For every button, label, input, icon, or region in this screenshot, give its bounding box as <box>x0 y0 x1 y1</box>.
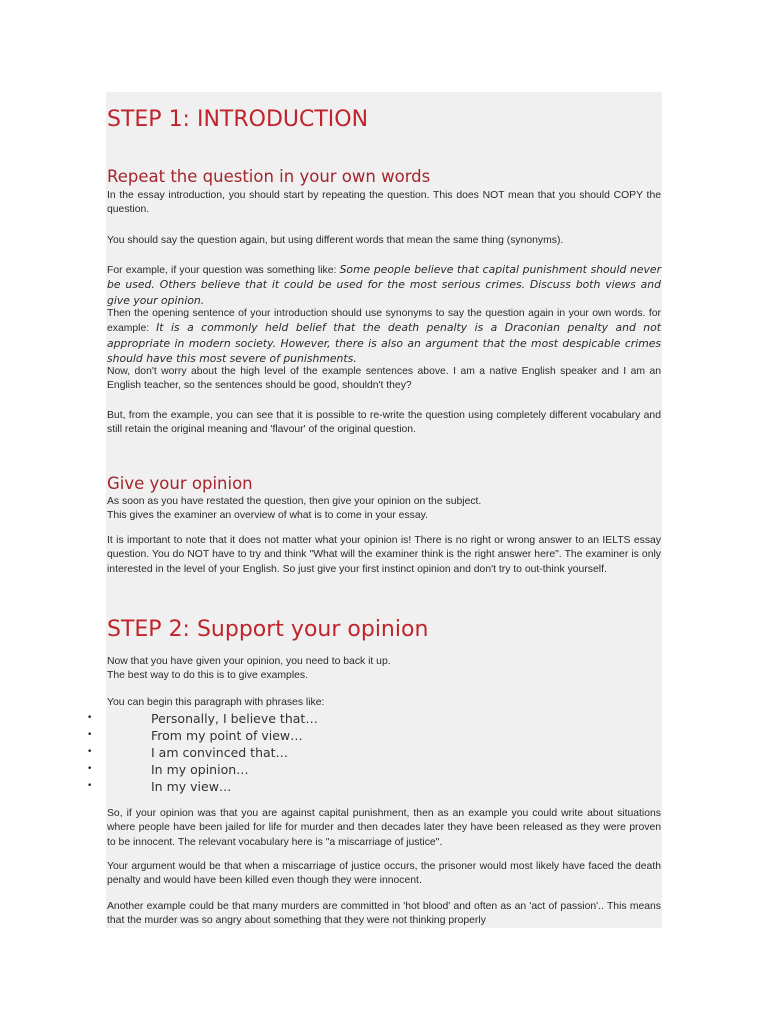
opinion-paragraph-1: As soon as you have restated the question, then give your opinion on the subject. <box>107 496 482 507</box>
phrase-text: Personally, I believe that… <box>151 711 318 726</box>
support-paragraph-2: The best way to do this is to give examples. <box>107 670 308 681</box>
bullet-icon: • <box>87 781 93 791</box>
phrase-text: In my view… <box>151 779 232 794</box>
intro-paragraph-6: But, from the example, you can see that it is possible to re-write the question using completely different vocabulary and still retain the original meaning and 'flavour' of the original question. <box>107 410 661 436</box>
step1-title: STEP 1: INTRODUCTION <box>107 107 369 132</box>
intro-paragraph-4 <box>107 307 661 368</box>
support-paragraph-3: You can begin this paragraph with phrases like: <box>107 697 325 708</box>
intro-paragraph-2: You should say the question again, but using different words that mean the same thing (synonyms). <box>107 235 564 246</box>
opinion-paragraph-2: This gives the examiner an overview of what is to come in your essay. <box>107 510 428 521</box>
bullet-icon: • <box>87 730 93 740</box>
intro-paragraph-4-lead: Then the opening sentence of your introduction should use synonyms to say the question again in your own words. for example: <box>107 308 661 335</box>
list-item <box>87 710 647 727</box>
list-item <box>87 761 647 778</box>
intro-paragraph-5: Now, don't worry about the high level of the example sentences above. I am a native English speaker and I am an English teacher, so the sentences should be good, shouldn't they? <box>107 366 661 392</box>
step2-title: STEP 2: Support your opinion <box>107 617 429 642</box>
phrase-text: In my opinion… <box>151 762 249 777</box>
intro-paragraph-1: In the essay introduction, you should start by repeating the question. This does NOT mean that you should COPY the question. <box>107 190 661 216</box>
support-paragraph-4: So, if your opinion was that you are against capital punishment, then as an example you could write about situations where people have been jailed for life for murder and then decades later they have been released as they were proven to be innocent. The relevant vocabulary here is "a miscarriage of justice". <box>107 808 661 848</box>
support-paragraph-5: Your argument would be that when a miscarriage of justice occurs, the prisoner would most likely have faced the death penalty and would have been killed even though they were innocent. <box>107 861 661 887</box>
example-answer-italic: It is a commonly held belief that the death penalty is a Draconian penalty and not appropriate in modern society. However, there is also an argument that the most despicable crimes should have this most severe of punishments. <box>107 321 661 366</box>
intro-paragraph-3 <box>107 263 661 309</box>
phrases-list-wrapper <box>87 710 661 800</box>
opinion-paragraph-3: It is important to note that it does not matter what your opinion is! There is no right or wrong answer to an IELTS essay question. You do NOT have to try and think "What will the examiner think is the right answer here". The examiner is only interested in the level of your English. So just give your first instinct opinion and don't try to out-think yourself. <box>107 535 661 575</box>
phrases-list <box>87 710 647 795</box>
repeat-question-heading: Repeat the question in your own words <box>107 167 431 186</box>
phrase-text: From my point of view… <box>151 728 303 743</box>
example-question-italic: Some people believe that capital punishment should never be used. Others believe that it could be used for the most serious crimes. Discuss both views and give your opinion. <box>107 263 662 307</box>
support-paragraph-6: Another example could be that many murders are committed in 'hot blood' and often as an 'act of passion'.. This means that the murder was so angry about something that they were not thinking properly <box>107 901 661 927</box>
intro-paragraph-3-lead: For example, if your question was something like: <box>107 265 340 276</box>
list-item <box>87 727 647 744</box>
phrase-text: I am convinced that… <box>151 745 289 760</box>
bullet-icon: • <box>87 764 93 774</box>
list-item <box>87 778 647 795</box>
give-opinion-heading: Give your opinion <box>107 474 253 493</box>
bullet-icon: • <box>87 747 93 757</box>
list-item <box>87 744 647 761</box>
support-paragraph-1: Now that you have given your opinion, you need to back it up. <box>107 656 391 667</box>
bullet-icon: • <box>87 713 93 723</box>
